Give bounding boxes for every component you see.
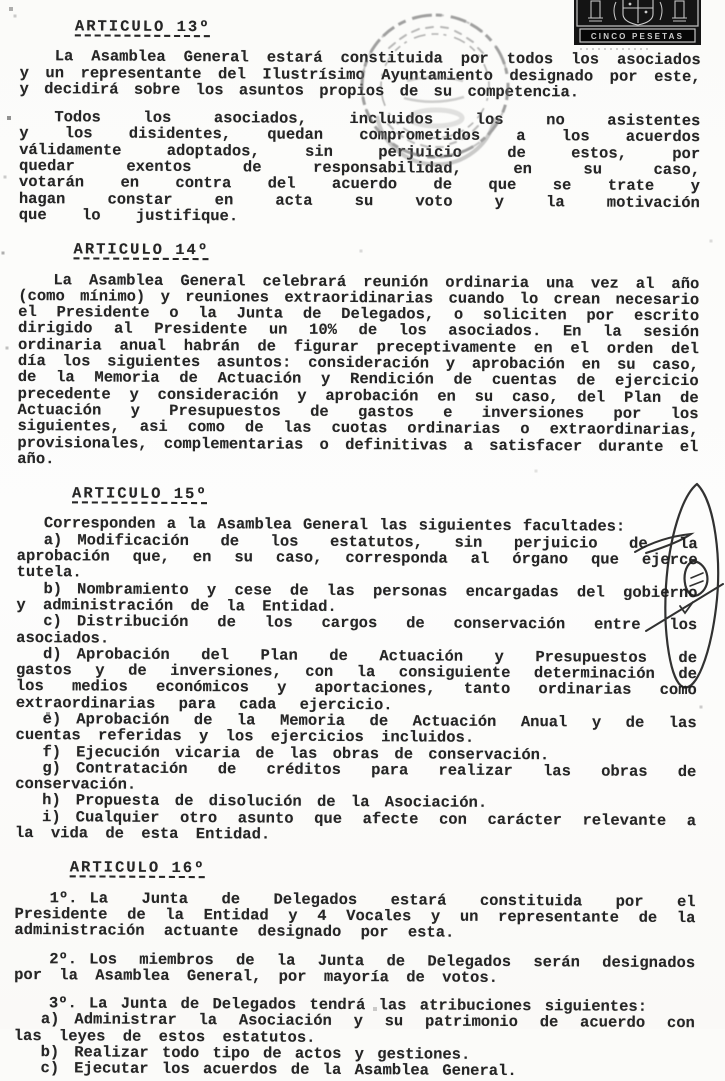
item-label: c) [43,612,62,631]
article-16-heading: ARTICULO 16º [69,858,206,878]
clause-label: 2º. [49,949,78,968]
item-text: Ejecución vicaria de las obras de conservación. [76,742,550,764]
article-15-item-a [17,532,698,585]
item-label: f) [42,742,62,761]
article-15-intro: Corresponden a la Asamblea General las siguientes facultades: [43,514,626,537]
item-label: e) [42,710,62,729]
item-label: a) [40,1010,60,1029]
item-text: Modificación de los estatutos, sin perjuicio de la aprobación que, en su caso, corresponda al órgano que ejerce tutela. [16,531,698,582]
item-text: Administrar la Asociación y su patrimonio de acuerdo con las leyes de estos estatutos. [13,1010,695,1047]
article-15-heading: ARTICULO 15º [72,484,208,504]
article-16-item-c [13,1060,694,1080]
article-16-clause-2 [14,951,695,988]
article-13-paragraph-2: Todos los asociados, incluidos los no asistentes y los disidentes, quedan comprometidos a los acuerdos válidamente adoptados, sin perjuicio de estos, por quedar exentos de responsabilidad, en su caso, votarán en contra del acuerdo de que se trate y hagan constar en acta su voto y la motivación que lo justifique. [18,108,701,226]
item-label: g) [42,759,62,778]
item-text: Ejecutar los acuerdos de la Asamblea General. [74,1059,517,1081]
item-text: Aprobación del Plan de Actuación y Presupuestos de gastos y de inversiones, con la consiguiente determinación de los medios económicos y aportaciones, tanto ordinarias como extraordinarias para cada ejercicio. [15,645,698,714]
clause-text: La Junta de Delegados estará constituida por el Presidente de la Entidad y 4 Vocales y un representante de la administración actuante designado por esta. [14,889,696,942]
item-text: Propuesta de disolución de la Asociación. [75,791,488,813]
item-label: h) [42,791,61,810]
article-14-heading: ARTICULO 14º [73,240,210,260]
item-text: Nombramiento y cese de las personas encargadas del gobierno y administración de la Entidad. [16,579,698,616]
item-label: i) [42,807,61,827]
article-16-clause-1 [14,890,695,943]
scan-noise [0,0,2,2]
item-label: b) [40,1043,60,1062]
item-label: b) [43,579,63,598]
item-text: Cualquier otro asunto que afecte con carácter relevante a la vida de esta Entidad. [14,808,697,844]
item-text: Distribución de los cargos de conservación entre los asociados. [16,612,698,648]
article-13-heading: ARTICULO 13º [74,17,211,37]
item-label: a) [43,530,63,549]
clause-text: Los miembros de la Junta de Delegados serán designados por la Asamblea General, por mayoría de votos. [14,949,696,987]
fiscal-stamp-emblem-icon [574,0,702,52]
clause-label: 1º. [49,888,78,908]
item-text: Aprobación de la Memoria de Actuación Anual y de las cuentas referidas y los ejercicios incluidos. [15,710,697,748]
article-14-paragraph-1: La Asamblea General celebrará reunión ordinaria una vez al año (como mínimo) y reuniones extraoridinarias cuando lo crean necesario el Presidente o la Junta de Delegados, o soliciten por escrito dirigido al Presidente un 10% de los asociados. En la sesión ordinaria anual habrán de figurar preceptivamente en el orden del día los siguientes asuntos: consideración y aprobación en su caso, de la Memoria de Actuación y Rendición de cuentas de ejercicio precedente y consideración y aprobación en su caso, del Plan de Actuación y Presupuestos de gastos e inversiones por los siguientes, asi como de las cuotas ordinarias o extraordinarias, provisionales, complementarias o definitivas a satisfacer durante el año. [17,270,700,469]
article-15 [15,485,698,845]
article-13-paragraph-1: La Asamblea General estará constituida por todos los asociados y un representante del Ilustrísimo Ayuntamiento designado por este, y decidirá sobre los asuntos propios de su competencia. [19,47,701,102]
article-14 [17,241,699,471]
article-16 [13,859,695,1080]
item-label: d) [43,644,62,664]
fiscal-stamp-label: CINCO PESETAS [590,32,685,41]
item-text: Contratación de créditos para realizar las obras de conservación. [15,759,697,794]
item-label: c) [40,1059,60,1078]
clause-label: 3º. [48,994,77,1013]
item-text: Realizar todo tipo de actos y gestiones. [74,1043,471,1064]
article-15-item-d [16,646,697,715]
article-15-item-i [15,809,696,846]
clause-text: La Junta de Delegados tendrá las atribuciones siguientes: [88,994,648,1016]
fiscal-stamp [574,0,702,52]
document-text-block [13,12,700,1081]
